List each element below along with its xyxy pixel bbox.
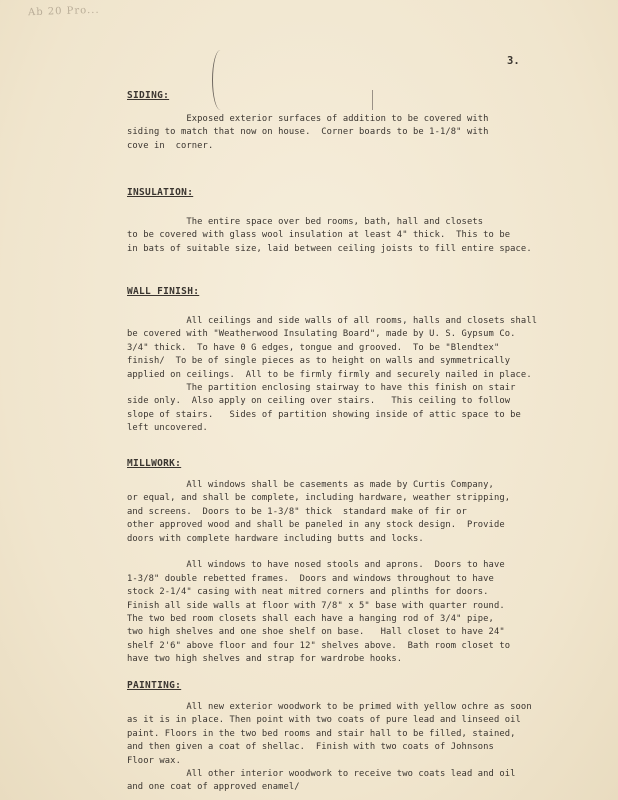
section-insulation <box>127 187 597 256</box>
section-body: All ceilings and side walls of all rooms, halls and closets shall be covered with "Weatherwood Insulating Board", made by U. S. Gypsum Co. 3/4" thick. To have 0 G edges, tongue and grooved. To be "Blendtex" finish/ To be of single pieces as to height on walls and symmetrically applied on ceilings. All to be firmly firmly and securely nailed in place. The partition enclosing stairway to have this finish on stair side only. Also apply on ceiling over stairs. This ceiling to follow slope of stairs. Sides of partition showing inside of attic space to be left uncovered. <box>127 316 538 434</box>
section-millwork <box>127 458 597 667</box>
section-heading: INSULATION: <box>127 187 194 198</box>
page-number: 3. <box>507 55 520 67</box>
section-wall-finish <box>127 286 597 436</box>
section-body: The entire space over bed rooms, bath, hall and closets to be covered with glass wool insulation at least 4" thick. This to be in bats of suitable size, laid between ceiling joists to fill entire space. <box>127 217 532 254</box>
section-painting <box>127 680 597 795</box>
section-heading: MILLWORK: <box>127 458 182 469</box>
section-heading: SIDING: <box>127 90 170 101</box>
section-body: Exposed exterior surfaces of addition to be covered with siding to match that now on house. Corner boards to be 1-1/8" with cove in corner. <box>127 114 489 151</box>
section-heading: WALL FINISH: <box>127 286 200 297</box>
section-body: All windows shall be casements as made by Curtis Company, or equal, and shall be complete, including hardware, weather stripping, and screens. Doors to be 1-3/8" thick standard make of fir or other approved wood and shall be paneled in any stock design. Provide doors with complete hardware including butts and locks. All windows to have nosed stools and aprons. Doors to have 1-3/8" double rebetted frames. Doors and windows throughout to have stock 2-1/4" casing with neat mitred corners and plinths for doors. Finish all side walls at floor with 7/8" x 5" base with quarter round. The two bed room closets shall each have a hanging rod of 3/4" pipe, two high shelves and one shoe shelf on base. Hall closet to have 24" shelf 2'6" above floor and four 12" shelves above. Bath room closet to have two high shelves and strap for wardrobe hooks. <box>127 480 511 665</box>
margin-scribble: Ab 20 Pro... <box>27 4 100 19</box>
section-body: All new exterior woodwork to be primed with yellow ochre as soon as it is in place. Then point with two coats of pure lead and linseed oil paint. Floors in the two bed rooms and stair hall to be filled, stained, and then given a coat of shellac. Finish with two coats of Johnsons Floor wax. All other interior woodwork to receive two coats lead and oil and one coat of approved enamel/ <box>127 702 532 793</box>
section-siding <box>127 90 597 153</box>
section-heading: PAINTING: <box>127 680 182 691</box>
